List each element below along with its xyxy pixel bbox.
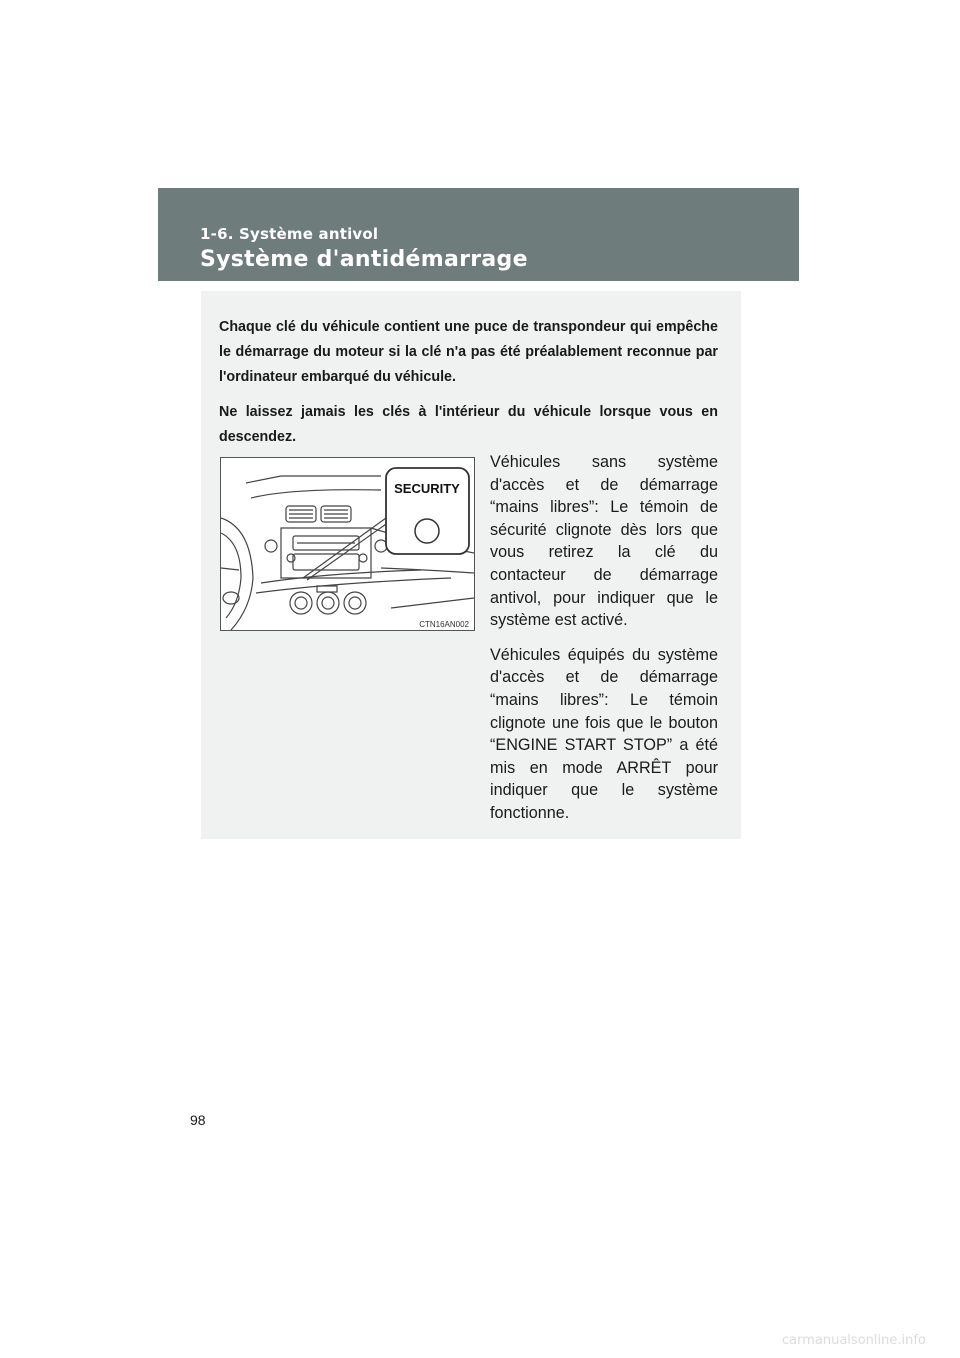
intro-text (219, 315, 718, 460)
figure-code: CTN16AN002 (419, 620, 469, 629)
intro-paragraph-2: Ne laissez jamais les clés à l'intérieur du véhicule lorsque vous en descendez. (219, 404, 718, 445)
page-title: Système d'antidémarrage (200, 247, 528, 272)
dashboard-illustration (220, 457, 475, 631)
section-header (158, 188, 799, 281)
intro-paragraph-1: Chaque clé du véhicule contient une puce de transpondeur qui empêche le démarrage du moteur si la clé n'a pas été préalablement reconnue par l'ordinateur embarqué du véhicule. (219, 319, 718, 385)
content-box (201, 291, 741, 839)
side-text (490, 451, 718, 837)
watermark-link[interactable]: carmanualsonline.info (782, 1333, 926, 1348)
page-number: 98 (190, 1112, 206, 1128)
side-paragraph-1: Véhicules sans système d'accès et de démarrage “mains libres”: Le témoin de sécurité clignote dès lors que vous retirez la clé du contacteur de démarrage antivol, pour indiquer que le système est activé. (490, 453, 718, 630)
dashboard-drawing (221, 458, 474, 630)
section-label: 1-6. Système antivol (200, 225, 379, 243)
side-paragraph-2: Véhicules équipés du système d'accès et de démarrage “mains libres”: Le témoin clignote une fois que le bouton “ENGINE START STOP” a été mis en mode ARRÊT pour indiquer que le système fonctionne. (490, 645, 718, 822)
security-label: SECURITY (394, 481, 460, 496)
